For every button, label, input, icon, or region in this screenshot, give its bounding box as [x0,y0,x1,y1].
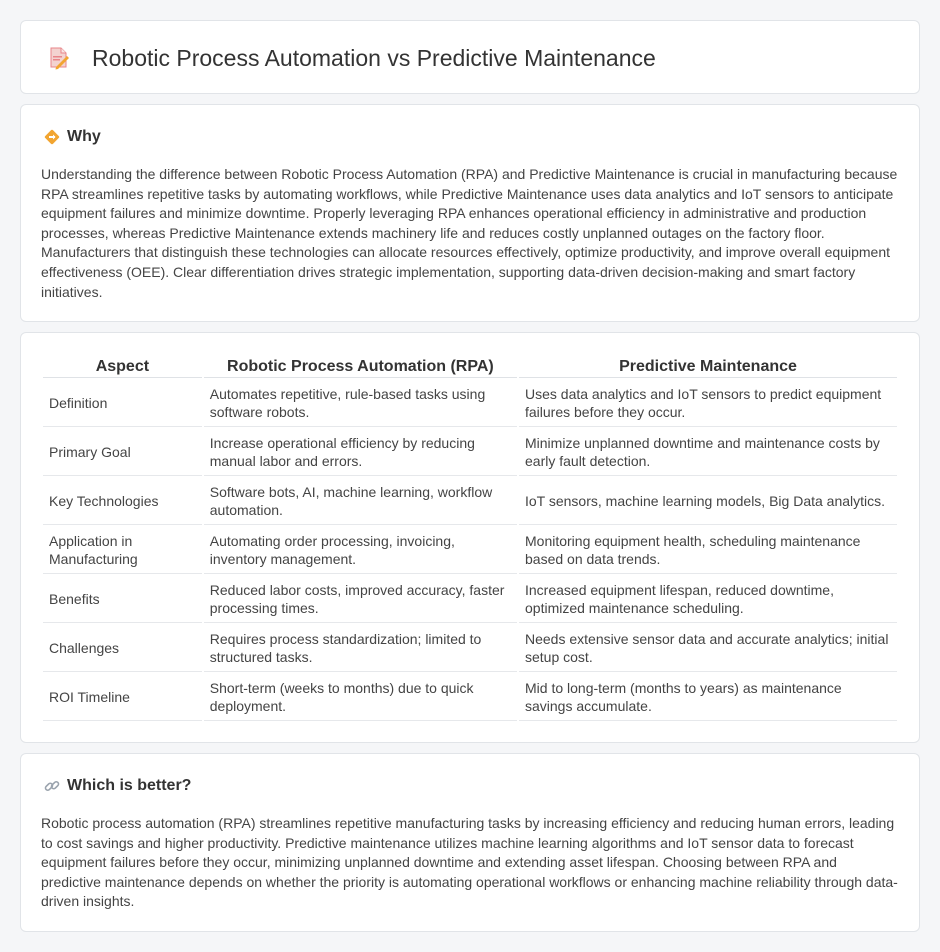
header-predictive-maintenance: Predictive Maintenance [519,355,897,378]
comparison-table [41,353,899,723]
which-is-better-title: Which is better? [67,777,192,794]
which-is-better-body: Robotic process automation (RPA) streamlines repetitive manufacturing tasks by increasing efficiency and reducing human errors, leading to cost savings and higher productivity. Predictive maintenance utilizes machine learning algorithms and IoT sensor data to forecast equipment failures before they occur, minimizing unplanned downtime and extending asset lifespan. Choosing between RPA and predictive maintenance depends on whether the priority is automating operational workflows or enhancing machine reliability through data-driven insights. [41,815,898,910]
table-row [43,674,897,721]
rpa-cell: Automating order processing, invoicing, inventory management. [204,527,517,574]
aspect-cell: Challenges [43,625,202,672]
why-body: Understanding the difference between Robotic Process Automation (RPA) and Predictive Maintenance is crucial in manufacturing because RPA streamlines repetitive tasks by automating workflows, while Predictive Maintenance uses data analytics and IoT sensors to anticipate equipment failures and minimize downtime. Properly leveraging RPA enhances operational efficiency in administrative and production processes, whereas Predictive Maintenance extends machinery life and reduces costly unplanned outages on the factory floor. Manufacturers that distinguish these technologies can allocate resources effectively, optimize productivity, and improve overall equipment effectiveness (OEE). Clear differentiation drives strategic implementation, supporting data-driven decision-making and smart factory initiatives. [41,166,898,300]
pm-cell: Increased equipment lifespan, reduced downtime, optimized maintenance scheduling. [519,576,897,623]
table-row [43,429,897,476]
rpa-cell: Increase operational efficiency by reducing manual labor and errors. [204,429,517,476]
header-card [20,20,920,94]
pm-cell: Minimize unplanned downtime and maintenance costs by early fault detection. [519,429,897,476]
pm-cell: Monitoring equipment health, scheduling maintenance based on data trends. [519,527,897,574]
aspect-cell: Primary Goal [43,429,202,476]
pm-cell: IoT sensors, machine learning models, Big Data analytics. [519,478,897,525]
header-rpa: Robotic Process Automation (RPA) [204,355,517,378]
pm-cell: Uses data analytics and IoT sensors to predict equipment failures before they occur. [519,380,897,427]
diamond-sign-icon [43,128,61,146]
aspect-cell: Application in Manufacturing [43,527,202,574]
why-section [20,104,920,322]
rpa-cell: Automates repetitive, rule-based tasks using software robots. [204,380,517,427]
link-icon [43,777,61,795]
table-row [43,527,897,574]
aspect-cell: Key Technologies [43,478,202,525]
rpa-cell: Short-term (weeks to months) due to quick deployment. [204,674,517,721]
page-title: Robotic Process Automation vs Predictive Maintenance [92,45,656,71]
table-row [43,625,897,672]
why-title: Why [67,128,101,145]
pm-cell: Needs extensive sensor data and accurate analytics; initial setup cost. [519,625,897,672]
table-row [43,380,897,427]
table-header-row [43,355,897,378]
table-row [43,576,897,623]
pm-cell: Mid to long-term (months to years) as maintenance savings accumulate. [519,674,897,721]
aspect-cell: ROI Timeline [43,674,202,721]
comparison-table-card [20,332,920,743]
aspect-cell: Definition [43,380,202,427]
rpa-cell: Reduced labor costs, improved accuracy, faster processing times. [204,576,517,623]
aspect-cell: Benefits [43,576,202,623]
document-edit-icon [47,46,71,70]
rpa-cell: Requires process standardization; limited to structured tasks. [204,625,517,672]
table-row [43,478,897,525]
rpa-cell: Software bots, AI, machine learning, workflow automation. [204,478,517,525]
header-aspect: Aspect [43,355,202,378]
which-is-better-section [20,753,920,932]
